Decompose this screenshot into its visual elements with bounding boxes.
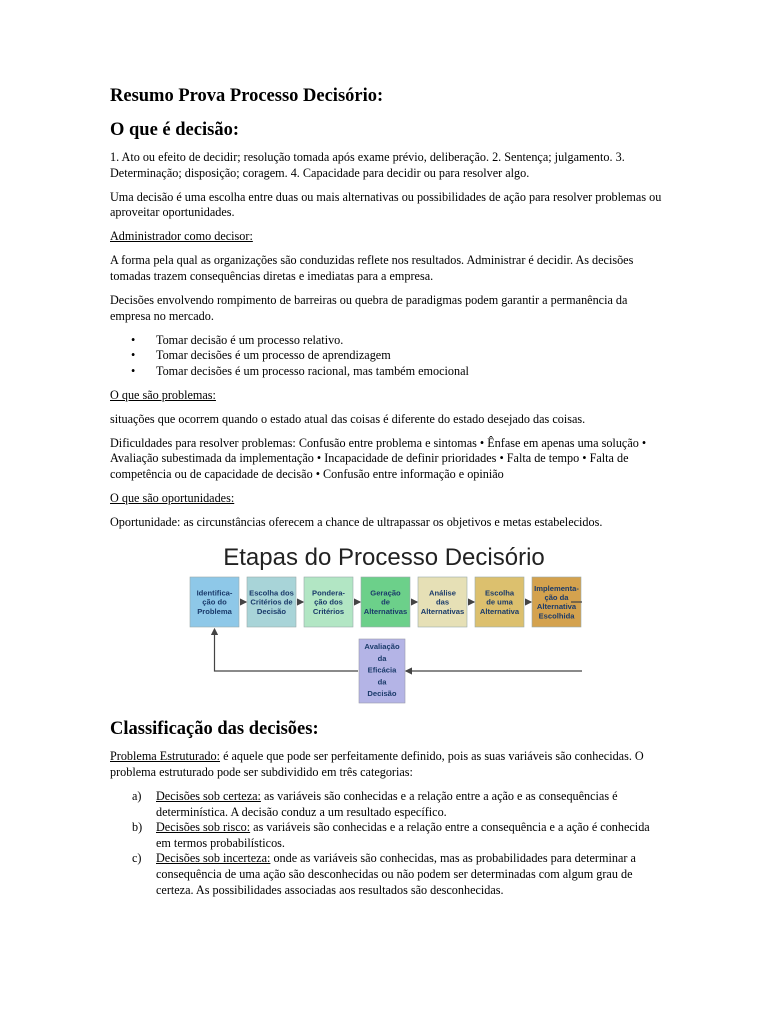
diagram-step [304,577,353,627]
diagram-step-label: Escolha [484,588,515,598]
category-text: as variáveis são conhecidas e a relação entre a ação e as consequências é determinística. A decisão conduz a um resultado específico. [156,788,618,819]
diagram-step-label: Alternativas [420,607,465,617]
category-item [110,789,662,820]
diagram-step-label: Critérios de [250,597,293,607]
category-marker: a) [132,788,142,803]
category-label: Decisões sob incerteza: [156,851,271,866]
paragraph-definicao: 1. Ato ou efeito de decidir; resolução tomada após exame prévio, deliberação. 2. Sentença; julgamento. 3. Determinação; disposição; coragem. 4. Capacidade para decidir ou para resolver algo. [110,150,625,180]
category-text: onde as variáveis são conhecidas, mas as probabilidades para determinar a consequência de uma ação são desconhecidas ou não podem ser determinadas com algum grau de certeza. As possibilidades associadas aos resultados são desconhecidas. [156,851,636,897]
section-heading-classificacao: Classificação das decisões: [110,719,319,740]
diagram-step-label: Escolhida [538,611,575,621]
diagram-step-label: Escolha dos [249,588,294,598]
diagram-step-label: das [435,597,450,607]
diagram-step [418,577,467,627]
estruturado-label: Problema Estruturado: [110,749,221,764]
bullet-item: • Tomar decisões é um processo racional, mas também emocional [110,364,662,380]
diagram-steps [190,577,582,703]
diagram-step-label: Geração [370,588,401,598]
diagram-step [361,577,410,627]
diagram-feedback-label: da [377,677,387,687]
bullet-list [110,333,662,380]
diagram-step-label: Problema [197,607,232,617]
paragraph-rompimento: Decisões envolvendo rompimento de barreiras ou quebra de paradigmas podem garantir a permanência da empresa no mercado. [110,293,628,323]
diagram-step-label: Alternativas [363,607,408,617]
category-marker: b) [132,820,143,835]
paragraph-estruturado [110,749,662,780]
diagram-step-label: Decisão [256,607,287,617]
diagram-step-label: de uma [486,597,513,607]
category-item [110,851,662,898]
diagram-step-label: Alternativa [479,607,520,617]
diagram-step-label: de [381,597,390,607]
category-label: Decisões sob risco: [156,820,251,835]
section-heading-decisao: O que é decisão: [110,120,239,140]
subheading-administrador: Administrador como decisor: [110,229,253,244]
categories-list [110,789,662,898]
diagram-step-label: Implementa- [534,584,579,594]
diagram-feedback-label: Eficácia [367,665,397,675]
process-diagram [186,539,582,705]
diagram-step-label: Análise [428,588,457,598]
diagram-step [247,577,296,627]
paragraph-oportunidades: Oportunidade: as circunstâncias oferecem a chance de ultrapassar os objetivos e metas estabelecidos. [110,515,603,530]
diagram-step [190,577,239,627]
paragraph-administrador: A forma pela qual as organizações são conduzidas reflete nos resultados. Administrar é decidir. As decisões tomadas trazem consequências diretas e imediatas para a empresa. [110,253,634,284]
diagram-feedback-step [359,639,405,703]
subheading-problemas: O que são problemas: [110,387,216,402]
bullet-item: • Tomar decisão é um processo relativo. [110,333,662,349]
diagram-step-label: ção da [544,593,569,603]
diagram-step-label: ção do [202,597,227,607]
category-item [110,820,662,851]
diagram-return-arrow [215,629,359,671]
subheading-oportunidades: O que são oportunidades: [110,491,235,506]
category-label: Decisões sob certeza: [156,788,261,803]
estruturado-text: é aquele que pode ser perfeitamente definido, pois as suas variáveis são conhecidas. O problema estruturado pode ser subdividido em três categorias: [110,749,644,779]
diagram-step-label: Critérios [312,607,345,617]
diagram-step-label: ção dos [314,597,343,607]
diagram-step-label: Pondera- [312,588,345,598]
diagram-step-label: Alternativa [536,602,577,612]
diagram-feedback-label: da [377,654,387,664]
process-diagram-figure [186,539,582,705]
paragraph-escolha: Uma decisão é uma escolha entre duas ou mais alternativas ou possibilidades de ação para resolver problemas ou aproveitar oportunidades. [110,189,662,220]
bullet-item: • Tomar decisões é um processo de aprendizagem [110,348,662,364]
category-text: as variáveis são conhecidas e a relação entre a consequência e a ação é conhecida em termos probabilísticos. [156,820,650,850]
category-marker: c) [132,851,142,866]
diagram-step [475,577,524,627]
diagram-feedback-label: Decisão [367,689,397,699]
diagram-feedback-label: Avaliação [364,642,400,652]
paragraph-dificuldades: Dificuldades para resolver problemas: Confusão entre problema e sintomas • Ênfase em apenas uma solução • Avaliação subestimada da implementação • Incapacidade de definir prioridades • Falta de tempo • Falta de competência ou de capacidade de decisão • Confusão entre informação e opinião [110,435,647,481]
diagram-step-label: Identifica- [196,588,233,598]
diagram-title: Etapas do Processo Decisório [223,544,545,572]
document-body [110,84,662,898]
paragraph-problemas: situações que ocorrem quando o estado atual das coisas é diferente do estado desejado das coisas. [110,411,586,426]
document-title: Resumo Prova Processo Decisório: [110,86,384,106]
